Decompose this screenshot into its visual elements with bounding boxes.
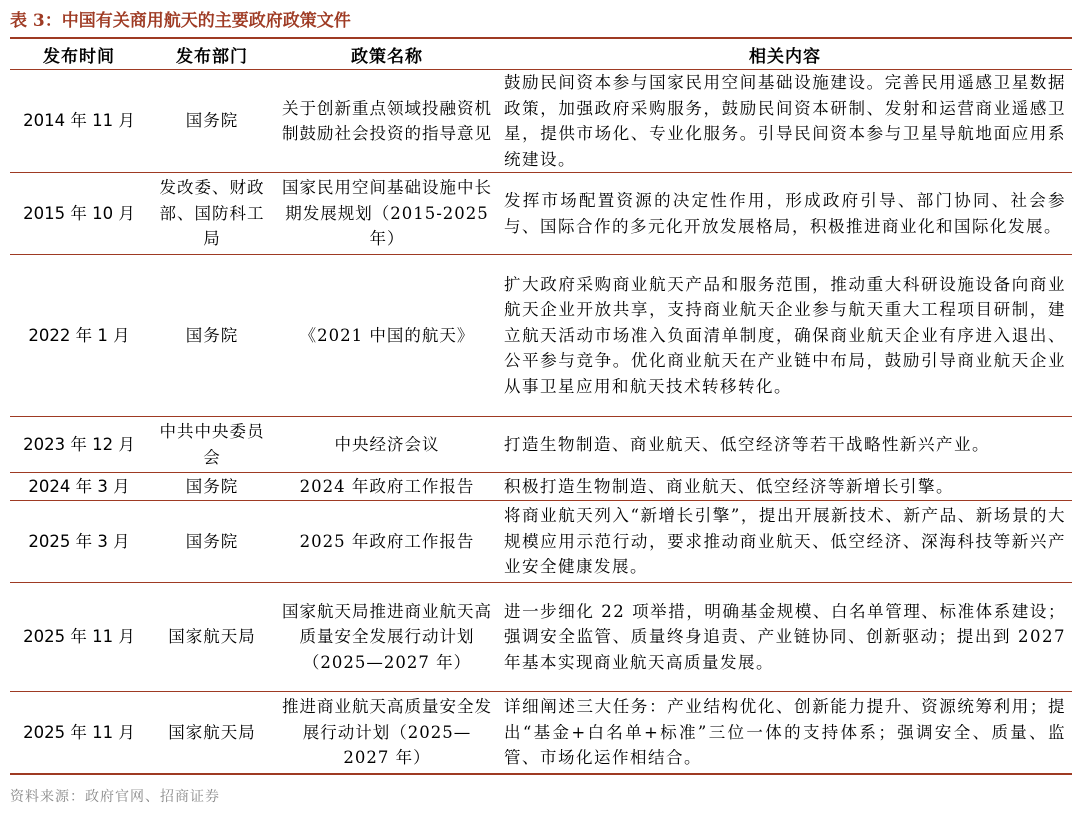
table-row — [10, 583, 1072, 692]
table-title: 表 3：中国有关商用航天的主要政府政策文件 — [10, 11, 351, 31]
cell-content: 积极打造生物制造、商业航天、低空经济等新增长引擎。 — [498, 473, 1072, 501]
cell-dept: 国家航天局 — [168, 722, 256, 742]
header-date: 发布时间 — [10, 38, 148, 70]
cell-date: 2025 年 3 月 — [10, 501, 148, 583]
table-row — [10, 70, 1072, 173]
cell-content: 将商业航天列入“新增长引擎”，提出开展新技术、新产品、新场景的大规模应用示范行动，要求推动商业航天、低空经济、深海科技等新兴产业安全健康发展。 — [498, 501, 1072, 583]
header-name: 政策名称 — [276, 38, 498, 70]
table-row — [10, 417, 1072, 473]
cell-dept: 发改委、财政部、国防科工局 — [148, 173, 276, 255]
table-row — [10, 173, 1072, 255]
cell-content: 鼓励民间资本参与国家民用空间基础设施建设。完善民用遥感卫星数据政策，加强政府采购服务，鼓励民间资本研制、发射和运营商业遥感卫星，提供市场化、专业化服务。引导民间资本参与卫星导航地面应用系统建设。 — [498, 70, 1072, 173]
cell-name: 2025 年政府工作报告 — [276, 501, 498, 583]
cell-date: 2025 年 11 月 — [10, 583, 148, 692]
header-content: 相关内容 — [498, 38, 1072, 70]
cell-content: 打造生物制造、商业航天、低空经济等若干战略性新兴产业。 — [498, 417, 1072, 473]
cell-content: 扩大政府采购商业航天产品和服务范围，推动重大科研设施设备向商业航天企业开放共享，支持商业航天企业参与航天重大工程项目研制，建立航天活动市场准入负面清单制度，确保商业航天企业有序进入退出、公平参与竞争。优化商业航天在产业链中布局，鼓励引导商业航天企业从事卫星应用和航天技术转移转化。 — [498, 255, 1072, 417]
cell-name: 国家航天局推进商业航天高质量安全发展行动计划（2025—2027 年） — [276, 583, 498, 692]
cell-dept: 国家航天局 — [148, 583, 276, 692]
table-row — [10, 501, 1072, 583]
cell-date: 2023 年 12 月 — [10, 417, 148, 473]
cell-date: 2024 年 3 月 — [10, 473, 148, 501]
cell-content: 详细阐述三大任务：产业结构优化、创新能力提升、资源统筹利用；提出“基金+白名单+标准”三位一体的支持体系；强调安全、质量、监管、市场化运作相结合。 — [504, 697, 1066, 767]
table-row — [10, 692, 1072, 774]
cell-dept: 中共中央委员会 — [148, 417, 276, 473]
cell-name: 推进商业航天高质量安全发展行动计划（2025—2027 年） — [282, 697, 492, 767]
policy-table — [10, 37, 1072, 775]
cell-dept: 国务院 — [148, 473, 276, 501]
source-note: 资料来源：政府官网、招商证券 — [10, 789, 220, 805]
cell-dept: 国务院 — [148, 255, 276, 417]
cell-dept: 国务院 — [148, 501, 276, 583]
cell-date: 2025 年 11 月 — [23, 722, 135, 742]
cell-date: 2022 年 1 月 — [10, 255, 148, 417]
cell-date: 2015 年 10 月 — [10, 173, 148, 255]
cell-content: 发挥市场配置资源的决定性作用，形成政府引导、部门协同、社会参与、国际合作的多元化开放发展格局，积极推进商业化和国际化发展。 — [498, 173, 1072, 255]
cell-name: 2024 年政府工作报告 — [276, 473, 498, 501]
table-row — [10, 473, 1072, 501]
header-row — [10, 38, 1072, 70]
cell-content: 进一步细化 22 项举措，明确基金规模、白名单管理、标准体系建设；强调安全监管、质量终身追责、产业链协同、创新驱动；提出到 2027 年基本实现商业航天高质量发展。 — [498, 583, 1072, 692]
cell-dept: 国务院 — [148, 70, 276, 173]
table-row — [10, 255, 1072, 417]
cell-date: 2014 年 11 月 — [10, 70, 148, 173]
header-dept: 发布部门 — [148, 38, 276, 70]
cell-name: 关于创新重点领域投融资机制鼓励社会投资的指导意见 — [276, 70, 498, 173]
cell-name: 中央经济会议 — [276, 417, 498, 473]
cell-name: 《2021 中国的航天》 — [276, 255, 498, 417]
cell-name: 国家民用空间基础设施中长期发展规划（2015-2025 年） — [276, 173, 498, 255]
